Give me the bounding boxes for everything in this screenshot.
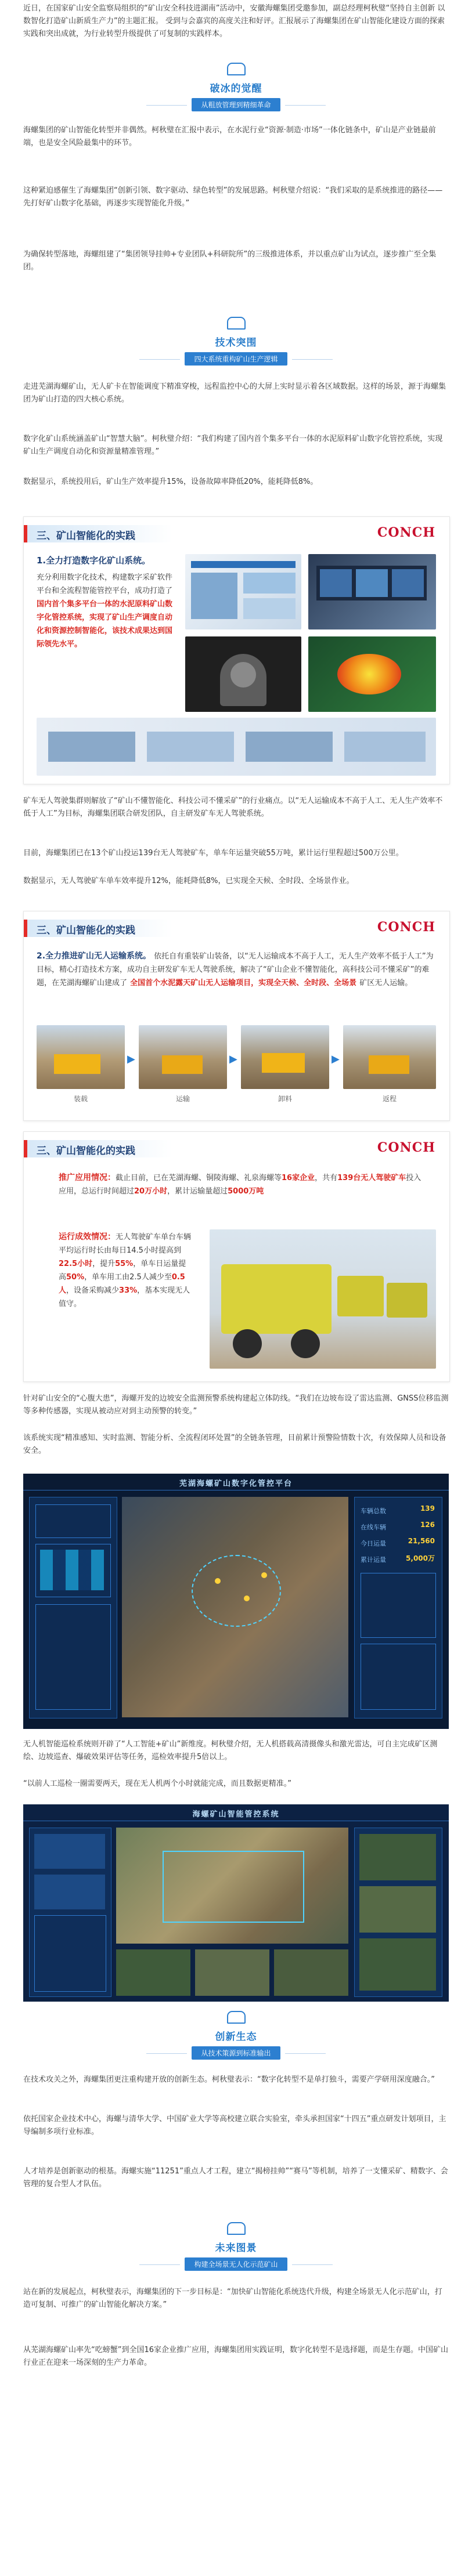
section2-paragraph-a: 走进芜湖海螺矿山，无人矿卡在智能调度下精准穿梭，远程监控中心的大屏上实时显示着各区域数据。这样的场景，源于海螺集团为矿山打造的四大核心系统。 bbox=[23, 382, 446, 404]
mine-control-dashboard bbox=[23, 1474, 449, 1729]
return-step-image bbox=[343, 1025, 436, 1089]
slide1-text-block bbox=[37, 554, 176, 651]
text: 0.5人 bbox=[59, 1273, 185, 1295]
section-badge-3 bbox=[0, 2011, 472, 2060]
tile-value: 5,000万 bbox=[406, 1554, 435, 1562]
control-room-image bbox=[308, 554, 436, 629]
text: ，共有 bbox=[315, 1174, 338, 1182]
tile-label: 今日运量 bbox=[361, 1540, 386, 1547]
slide2-body-highlight: 全国首个水泥露天矿山无人运输项目，实现全天候、全时段、全场景 bbox=[130, 979, 357, 987]
results-title: 运行成效情况： bbox=[59, 1232, 116, 1242]
text: 5000万吨 bbox=[228, 1187, 264, 1196]
slide2-body-tail: 矿区无人运输。 bbox=[359, 979, 413, 987]
badge-title: 创新生态 bbox=[215, 2031, 257, 2043]
badge-subtitle: 四大系统重构矿山生产逻辑 bbox=[185, 352, 287, 366]
slide-heading: 三、矿山智能化的实践 bbox=[37, 530, 135, 542]
badge-subtitle: 构建全场景无人化示范矿山 bbox=[185, 2257, 287, 2271]
section4-paragraph-a: 针对矿山安全的“心腹大患”，海螺开发的边坡安全监测预警系统构建起立体防线。“我们在边坡布设了雷达监测、GNSS位移监测等多种传感器，实现从被动应对到主动预警的转变。” bbox=[23, 1394, 449, 1416]
text: ，单车日运量提高 bbox=[59, 1260, 186, 1282]
tile-label: 累计运量 bbox=[361, 1556, 386, 1564]
section2-paragraph-b: 数字化矿山系统涵盖矿山“智慧大脑”。柯秋璧介绍：“我们构建了国内首个集多平台一体的水泥原料矿山数字化管控系统，实现矿山生产调度自动化和资源量精准管理。” bbox=[23, 435, 443, 456]
tile-label: 车辆总数 bbox=[361, 1507, 386, 1515]
section6-paragraph-c: 人才培养是创新驱动的根基。海螺实施“11251”重点人才工程，建立“揭榜挂帅”“赛马”等机制，培养了一支懂采矿、精数字、会管理的复合型人才队伍。 bbox=[23, 2167, 448, 2188]
badge-subtitle: 从技术策源到标准输出 bbox=[192, 2046, 280, 2060]
tile-value: 126 bbox=[420, 1521, 435, 1529]
slide-header bbox=[24, 1132, 449, 1164]
section1-paragraph-c: 为确保转型落地，海螺组建了“集团领导挂帅+专业团队+科研院所”的三级推进体系，并以重点矿山为试点，逐步推广至全集团。 bbox=[23, 250, 437, 272]
tile-value: 21,560 bbox=[408, 1537, 435, 1545]
dashboard-left-panel bbox=[29, 1497, 117, 1718]
section7-paragraph-b: 从芜湖海螺矿山率先“吃螃蟹”到全国16家企业推广应用，海螺集团用实践证明，数字化转型不是选择题，而是生存题。中国矿山行业正在迎来一场深刻的生产力革命。 bbox=[23, 2346, 449, 2367]
badge-title: 技术突围 bbox=[215, 337, 257, 349]
step-caption: 卸料 bbox=[278, 1095, 292, 1103]
conch-logo: CONCH bbox=[377, 525, 435, 540]
section-badge-1 bbox=[0, 63, 472, 111]
dashboard-right-panel bbox=[354, 1497, 442, 1718]
heatmap-image bbox=[308, 636, 436, 712]
intro-paragraph bbox=[23, 2, 449, 41]
results-paragraph bbox=[59, 1231, 192, 1311]
section4-paragraph-b: 该系统实现“精准感知、实时监测、智能分析、全流程闭环处置”的全链条管理，目前累计预警险情数十次，有效保障人员和设备安全。 bbox=[23, 1434, 446, 1455]
drone-right-panel bbox=[354, 1828, 442, 1997]
section7-paragraph-a: 站在新的发展起点，柯秋璧表示，海螺集团的下一步目标是：“加快矿山智能化系统迭代升级，构建全场景无人化示范矿山，打造可复制、可推广的矿山智能化解决方案。” bbox=[23, 2288, 442, 2309]
transport-step-image bbox=[139, 1025, 227, 1089]
text: 16家企业 bbox=[282, 1174, 315, 1182]
section3-paragraph-c: 数据显示，无人驾驶矿车单车效率提升12%，能耗降低8%，已实现全天候、全时段、全场景作业。 bbox=[23, 877, 354, 885]
section-badge-2 bbox=[0, 317, 472, 366]
badge-subtitle: 从粗放管理到精细革命 bbox=[192, 98, 280, 111]
slide1-body-highlight: 国内首个集多平台一体的水泥原料矿山数字化管控系统，实现了矿山生产调度自动化和资源控制智能化，该技术成果达到国际领先水平。 bbox=[37, 600, 173, 649]
drone-aerial-view bbox=[116, 1828, 348, 1944]
arrow-right-icon: ▶ bbox=[127, 1053, 135, 1065]
mine-3d-map bbox=[122, 1497, 348, 1717]
text: ，累计运输量超过 bbox=[167, 1187, 228, 1196]
drone-inspection-dashboard bbox=[23, 1804, 449, 2002]
conch-logo: CONCH bbox=[377, 1140, 435, 1155]
slide1-item-title: 1.全力打造数字化矿山系统。 bbox=[37, 555, 151, 566]
text: 33% bbox=[119, 1286, 138, 1295]
text: 20万小时 bbox=[134, 1187, 168, 1196]
text: 22.5小时 bbox=[59, 1260, 93, 1268]
drone-thumbnail bbox=[274, 1949, 348, 1996]
step-caption: 装载 bbox=[73, 1095, 88, 1103]
step-caption: 运输 bbox=[175, 1095, 190, 1103]
slide2-item-title: 2.全力推进矿山无人运输系统。 bbox=[37, 951, 152, 961]
badge-icon bbox=[227, 2222, 246, 2235]
text: ，提升 bbox=[92, 1260, 116, 1268]
slide-deployment-results bbox=[23, 1131, 450, 1382]
text: 截止目前，已在芜湖海螺、铜陵海螺、礼泉海螺等 bbox=[116, 1174, 282, 1182]
section6-paragraph-a: 在技术攻关之外，海螺集团更注重构建开放的创新生态。柯秋璧表示：“数字化转型不是单打独斗，需要产学研用深度融合。” bbox=[23, 2075, 435, 2084]
slide-unmanned-transport bbox=[23, 911, 450, 1121]
text: ，设备采购减少 bbox=[66, 1286, 120, 1295]
section-badge-4 bbox=[0, 2222, 472, 2271]
text: 50% bbox=[66, 1273, 85, 1282]
text: ，单车用工由2.5人减少至 bbox=[84, 1273, 172, 1282]
unloading-step-image bbox=[241, 1025, 329, 1089]
dashboard-title: 芜湖海螺矿山数字化管控平台 bbox=[179, 1479, 293, 1488]
text: 55% bbox=[115, 1260, 134, 1268]
slide-heading: 三、矿山智能化的实践 bbox=[37, 1145, 135, 1157]
slide1-body: 充分利用数字化技术，构建数字采矿软件平台和全流程智能管控平台，成功打造了 bbox=[37, 573, 173, 595]
slide-heading: 三、矿山智能化的实践 bbox=[37, 925, 135, 936]
system-banner-image bbox=[37, 718, 436, 776]
badge-icon bbox=[227, 63, 246, 75]
dashboard-title: 海螺矿山智能管控系统 bbox=[192, 1810, 280, 1819]
section6-paragraph-b: 依托国家企业技术中心，海螺与清华大学、中国矿业大学等高校建立联合实验室，牵头承担国家“十四五”重点研发计划项目，主导编制多项行业标准。 bbox=[23, 2115, 446, 2136]
arrow-right-icon: ▶ bbox=[229, 1053, 237, 1065]
text: ，基本实现无人值守。 bbox=[59, 1286, 190, 1308]
text: 投入应用，总运行时间超过 bbox=[59, 1174, 421, 1196]
text: 139台无人驾驶矿车 bbox=[337, 1174, 406, 1182]
tile-value: 139 bbox=[420, 1504, 435, 1513]
section1-paragraph-a: 海螺集团的矿山智能化转型并非偶然。柯秋璧在汇报中表示，在水泥行业“资源·制造·市场”一体化链条中，矿山是产业链最前端，也是安全风险最集中的环节。 bbox=[23, 126, 436, 147]
slide-header bbox=[24, 517, 449, 549]
intro-text-1: 近日，在国家矿山安全监察局组织的“矿山安全科技进湖南”活动中，安徽海螺集团受邀参加，副总经理柯秋璧“坚持自主创新 以数智化打造矿山新质生产力”的主题汇报。 bbox=[23, 4, 445, 26]
badge-title: 未来图景 bbox=[215, 2242, 257, 2254]
drone-thumbnail bbox=[116, 1949, 190, 1996]
badge-icon bbox=[227, 2011, 246, 2024]
badge-title: 破冰的觉醒 bbox=[210, 83, 262, 95]
deployment-paragraph bbox=[59, 1171, 424, 1198]
drone-thumbnail bbox=[195, 1949, 269, 1996]
slide2-body: 依托自有重装矿山装备，以“无人运输成本不高于人工，无人生产效率不低于人工”为目标，精心打造技术方案，成功自主研发矿车无人驾驶系统，解决了“矿山企业不懂智能化，高科技公司不懂采矿”的难题，在芜湖海螺矿山建成了 bbox=[37, 952, 434, 987]
step-caption: 返程 bbox=[382, 1095, 397, 1103]
deployment-title: 推广应用情况： bbox=[59, 1173, 116, 1182]
software-screenshot-image bbox=[185, 554, 301, 629]
conch-logo: CONCH bbox=[377, 920, 435, 935]
loading-step-image bbox=[37, 1025, 125, 1089]
mining-trucks-image bbox=[210, 1229, 436, 1369]
slide-header bbox=[24, 911, 449, 944]
drone-left-panel bbox=[29, 1828, 111, 1997]
text: 无人驾驶矿车单台车辆平均运行时长由每日14.5小时提高到 bbox=[59, 1233, 192, 1255]
operator-camera-image bbox=[185, 636, 301, 712]
section2-paragraph-c: 数据显示，系统投用后，矿山生产效率提升15%，设备故障率降低20%，能耗降低8%。 bbox=[23, 477, 318, 486]
tile-label: 在线车辆 bbox=[361, 1524, 386, 1531]
section5-paragraph-b: “以前人工巡检一圈需要两天，现在无人机两个小时就能完成，而且数据更精准。” bbox=[23, 1779, 291, 1788]
slide-digital-mine bbox=[23, 516, 450, 784]
section1-paragraph-b: 这种紧迫感催生了海螺集团“创新引领、数字驱动、绿色转型”的发展思路。柯秋璧介绍说：“我们采取的是系统推进的路径——先打好矿山数字化基础，再逐步实现智能化升级。” bbox=[23, 186, 443, 208]
section3-paragraph-b: 目前，海螺集团已在13个矿山投运139台无人驾驶矿车，单车年运量突破55万吨，累计运行里程超过500万公里。 bbox=[23, 849, 403, 858]
intro-text-2: 受到与会嘉宾的高度关注和好评。汇报展示了海螺集团在矿山智能化建设方面的探索实践和突出成就，为行业转型升级提供了可复制的实践样本。 bbox=[23, 17, 445, 38]
slide2-text-block bbox=[37, 950, 436, 990]
section3-paragraph-a: 矿车无人驾驶集群则解放了“矿山不懂智能化、科技公司不懂采矿”的行业痛点。以“无人运输成本不高于人工、无人生产效率不低于人工”为目标，海螺集团联合研发团队，自主研发矿车无人驾驶系统。 bbox=[23, 797, 443, 818]
badge-icon bbox=[227, 317, 246, 330]
arrow-right-icon: ▶ bbox=[332, 1053, 340, 1065]
section5-paragraph-a: 无人机智能巡检系统则开辟了“人工智能+矿山”新维度。柯秋璧介绍，无人机搭载高清摄像头和激光雷达，可自主完成矿区测绘、边坡巡查、爆破效果评估等任务，巡检效率提升5倍以上。 bbox=[23, 1740, 438, 1761]
